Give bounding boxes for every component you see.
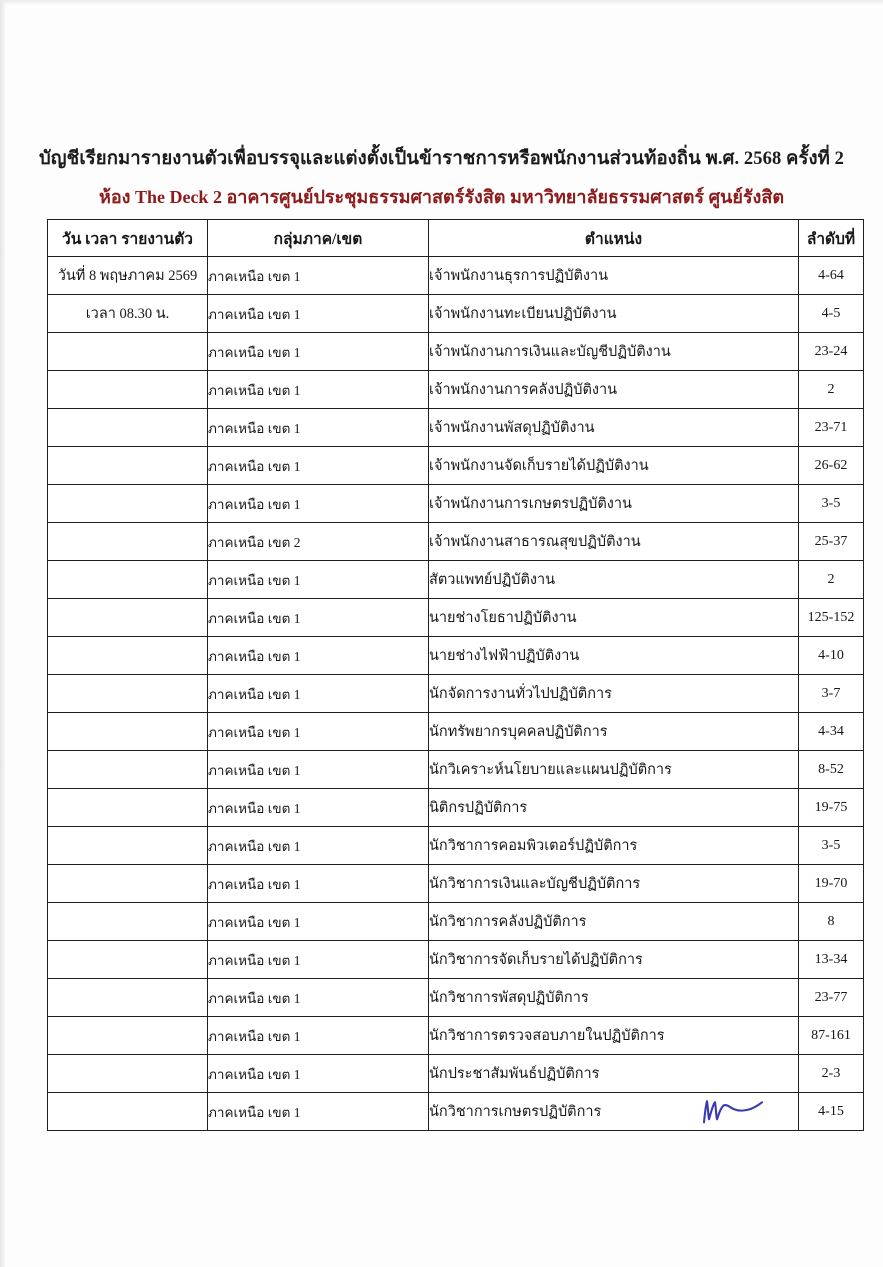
cell-position bbox=[429, 865, 799, 903]
position-label: นักวิชาการเกษตรปฏิบัติการ bbox=[429, 1104, 602, 1120]
cell-order: 125-152 bbox=[799, 599, 864, 637]
cell-region: ภาคเหนือ เขต 1 bbox=[208, 409, 429, 447]
cell-order: 2 bbox=[799, 371, 864, 409]
position-label: นักวิชาการคลังปฏิบัติการ bbox=[429, 914, 587, 930]
table-header-row bbox=[48, 220, 864, 257]
cell-order: 4-5 bbox=[799, 295, 864, 333]
table-row bbox=[48, 485, 864, 523]
cell-datetime: เวลา 08.30 น. bbox=[48, 295, 208, 333]
cell-region: ภาคเหนือ เขต 1 bbox=[208, 637, 429, 675]
cell-position bbox=[429, 1017, 799, 1055]
table-row bbox=[48, 371, 864, 409]
cell-datetime bbox=[48, 523, 208, 561]
scan-edge-top bbox=[0, 0, 883, 5]
cell-order: 4-15 bbox=[799, 1093, 864, 1131]
cell-order: 3-5 bbox=[799, 827, 864, 865]
cell-region: ภาคเหนือ เขต 1 bbox=[208, 295, 429, 333]
cell-order: 13-34 bbox=[799, 941, 864, 979]
cell-order: 8-52 bbox=[799, 751, 864, 789]
position-label: นายช่างไฟฟ้าปฏิบัติงาน bbox=[429, 648, 580, 664]
table-row bbox=[48, 751, 864, 789]
cell-region: ภาคเหนือ เขต 1 bbox=[208, 865, 429, 903]
table-row bbox=[48, 523, 864, 561]
cell-position bbox=[429, 257, 799, 295]
table-row bbox=[48, 1017, 864, 1055]
table-row bbox=[48, 827, 864, 865]
table-row bbox=[48, 1055, 864, 1093]
cell-datetime bbox=[48, 903, 208, 941]
cell-order: 19-70 bbox=[799, 865, 864, 903]
cell-position bbox=[429, 713, 799, 751]
cell-datetime bbox=[48, 675, 208, 713]
table-row bbox=[48, 295, 864, 333]
cell-region: ภาคเหนือ เขต 1 bbox=[208, 789, 429, 827]
table-row bbox=[48, 409, 864, 447]
cell-region: ภาคเหนือ เขต 1 bbox=[208, 751, 429, 789]
cell-region: ภาคเหนือ เขต 1 bbox=[208, 941, 429, 979]
cell-region: ภาคเหนือ เขต 1 bbox=[208, 257, 429, 295]
column-header-region: กลุ่มภาค/เขต bbox=[208, 220, 429, 257]
position-label: นักวิชาการคอมพิวเตอร์ปฏิบัติการ bbox=[429, 838, 638, 854]
cell-order: 23-77 bbox=[799, 979, 864, 1017]
table-row bbox=[48, 257, 864, 295]
cell-position bbox=[429, 675, 799, 713]
page-title: บัญชีเรียกมารายงานตัวเพื่อบรรจุและแต่งตั้งเป็นข้าราชการหรือพนักงานส่วนท้องถิ่น พ.ศ. 2568 ครั้งที่ 2 bbox=[38, 149, 845, 169]
position-label: เจ้าพนักงานจัดเก็บรายได้ปฏิบัติงาน bbox=[429, 458, 649, 474]
position-label: เจ้าพนักงานทะเบียนปฏิบัติงาน bbox=[429, 306, 617, 322]
cell-datetime bbox=[48, 789, 208, 827]
cell-datetime bbox=[48, 1055, 208, 1093]
cell-position bbox=[429, 561, 799, 599]
table-row bbox=[48, 979, 864, 1017]
cell-datetime bbox=[48, 827, 208, 865]
cell-datetime bbox=[48, 447, 208, 485]
cell-position bbox=[429, 371, 799, 409]
cell-order: 23-71 bbox=[799, 409, 864, 447]
position-label: เจ้าพนักงานการเงินและบัญชีปฏิบัติงาน bbox=[429, 344, 671, 360]
cell-order: 2 bbox=[799, 561, 864, 599]
position-label: สัตวแพทย์ปฏิบัติงาน bbox=[429, 572, 556, 588]
cell-position bbox=[429, 523, 799, 561]
position-label: นายช่างโยธาปฏิบัติงาน bbox=[429, 610, 577, 626]
cell-position bbox=[429, 751, 799, 789]
table-row bbox=[48, 713, 864, 751]
cell-position bbox=[429, 485, 799, 523]
cell-region: ภาคเหนือ เขต 1 bbox=[208, 979, 429, 1017]
cell-region: ภาคเหนือ เขต 1 bbox=[208, 827, 429, 865]
cell-order: 8 bbox=[799, 903, 864, 941]
report-schedule-table bbox=[47, 219, 864, 1131]
cell-order: 3-7 bbox=[799, 675, 864, 713]
cell-order: 4-64 bbox=[799, 257, 864, 295]
handwritten-signature-mark bbox=[696, 1092, 782, 1126]
cell-region: ภาคเหนือ เขต 1 bbox=[208, 1017, 429, 1055]
cell-position bbox=[429, 447, 799, 485]
cell-datetime bbox=[48, 941, 208, 979]
table-row bbox=[48, 903, 864, 941]
cell-position bbox=[429, 827, 799, 865]
cell-order: 4-10 bbox=[799, 637, 864, 675]
position-label: นักวิชาการจัดเก็บรายได้ปฏิบัติการ bbox=[429, 952, 643, 968]
cell-region: ภาคเหนือ เขต 1 bbox=[208, 599, 429, 637]
cell-region: ภาคเหนือ เขต 2 bbox=[208, 523, 429, 561]
cell-order: 23-24 bbox=[799, 333, 864, 371]
cell-region: ภาคเหนือ เขต 1 bbox=[208, 447, 429, 485]
cell-position bbox=[429, 1093, 799, 1131]
position-label: เจ้าพนักงานธุรการปฏิบัติงาน bbox=[429, 268, 609, 284]
cell-order: 19-75 bbox=[799, 789, 864, 827]
cell-region: ภาคเหนือ เขต 1 bbox=[208, 371, 429, 409]
cell-region: ภาคเหนือ เขต 1 bbox=[208, 675, 429, 713]
cell-region: ภาคเหนือ เขต 1 bbox=[208, 713, 429, 751]
position-label: นักประชาสัมพันธ์ปฏิบัติการ bbox=[429, 1066, 600, 1082]
position-label: นักวิชาการพัสดุปฏิบัติการ bbox=[429, 990, 589, 1006]
table-row bbox=[48, 561, 864, 599]
column-header-datetime: วัน เวลา รายงานตัว bbox=[48, 220, 208, 257]
position-label: เจ้าพนักงานการคลังปฏิบัติงาน bbox=[429, 382, 618, 398]
cell-datetime bbox=[48, 485, 208, 523]
table-row bbox=[48, 333, 864, 371]
cell-order: 3-5 bbox=[799, 485, 864, 523]
cell-position bbox=[429, 333, 799, 371]
cell-order: 2-3 bbox=[799, 1055, 864, 1093]
table-header bbox=[48, 220, 864, 257]
cell-datetime bbox=[48, 561, 208, 599]
cell-region: ภาคเหนือ เขต 1 bbox=[208, 1093, 429, 1131]
table-row bbox=[48, 865, 864, 903]
cell-position bbox=[429, 599, 799, 637]
table-body bbox=[48, 257, 864, 1131]
cell-position bbox=[429, 941, 799, 979]
cell-region: ภาคเหนือ เขต 1 bbox=[208, 333, 429, 371]
position-label: เจ้าพนักงานการเกษตรปฏิบัติงาน bbox=[429, 496, 632, 512]
position-label: เจ้าพนักงานพัสดุปฏิบัติงาน bbox=[429, 420, 595, 436]
cell-order: 4-34 bbox=[799, 713, 864, 751]
cell-order: 26-62 bbox=[799, 447, 864, 485]
cell-region: ภาคเหนือ เขต 1 bbox=[208, 561, 429, 599]
table-row bbox=[48, 637, 864, 675]
cell-region: ภาคเหนือ เขต 1 bbox=[208, 1055, 429, 1093]
cell-datetime bbox=[48, 979, 208, 1017]
cell-region: ภาคเหนือ เขต 1 bbox=[208, 485, 429, 523]
cell-order: 87-161 bbox=[799, 1017, 864, 1055]
table-row bbox=[48, 447, 864, 485]
cell-datetime: วันที่ 8 พฤษภาคม 2569 bbox=[48, 257, 208, 295]
cell-datetime bbox=[48, 637, 208, 675]
table-row bbox=[48, 941, 864, 979]
cell-datetime bbox=[48, 333, 208, 371]
cell-position bbox=[429, 637, 799, 675]
cell-position bbox=[429, 295, 799, 333]
cell-datetime bbox=[48, 1017, 208, 1055]
column-header-order: ลำดับที่ bbox=[799, 220, 864, 257]
table-row bbox=[48, 675, 864, 713]
cell-datetime bbox=[48, 599, 208, 637]
column-header-position: ตำแหน่ง bbox=[429, 220, 799, 257]
cell-position bbox=[429, 903, 799, 941]
page-subtitle-venue: ห้อง The Deck 2 อาคารศูนย์ประชุมธรรมศาสตร์รังสิต มหาวิทยาลัยธรรมศาสตร์ ศูนย์รังสิต bbox=[98, 187, 785, 207]
position-label: นักจัดการงานทั่วไปปฏิบัติการ bbox=[429, 686, 612, 702]
table-row bbox=[48, 1093, 864, 1131]
cell-datetime bbox=[48, 371, 208, 409]
position-label: นักวิชาการเงินและบัญชีปฏิบัติการ bbox=[429, 876, 641, 892]
cell-datetime bbox=[48, 751, 208, 789]
position-label: เจ้าพนักงานสาธารณสุขปฏิบัติงาน bbox=[429, 534, 641, 550]
cell-position bbox=[429, 1055, 799, 1093]
cell-region: ภาคเหนือ เขต 1 bbox=[208, 903, 429, 941]
cell-datetime bbox=[48, 865, 208, 903]
cell-datetime bbox=[48, 409, 208, 447]
cell-datetime bbox=[48, 1093, 208, 1131]
cell-position bbox=[429, 979, 799, 1017]
table-row bbox=[48, 599, 864, 637]
position-label: นักวิชาการตรวจสอบภายในปฏิบัติการ bbox=[429, 1028, 665, 1044]
cell-position bbox=[429, 789, 799, 827]
position-label: นักวิเคราะห์นโยบายและแผนปฏิบัติการ bbox=[429, 762, 672, 778]
table-row bbox=[48, 789, 864, 827]
position-label: นักทรัพยากรบุคคลปฏิบัติการ bbox=[429, 724, 608, 740]
position-label: นิติกรปฏิบัติการ bbox=[429, 800, 528, 816]
cell-position bbox=[429, 409, 799, 447]
cell-order: 25-37 bbox=[799, 523, 864, 561]
cell-datetime bbox=[48, 713, 208, 751]
